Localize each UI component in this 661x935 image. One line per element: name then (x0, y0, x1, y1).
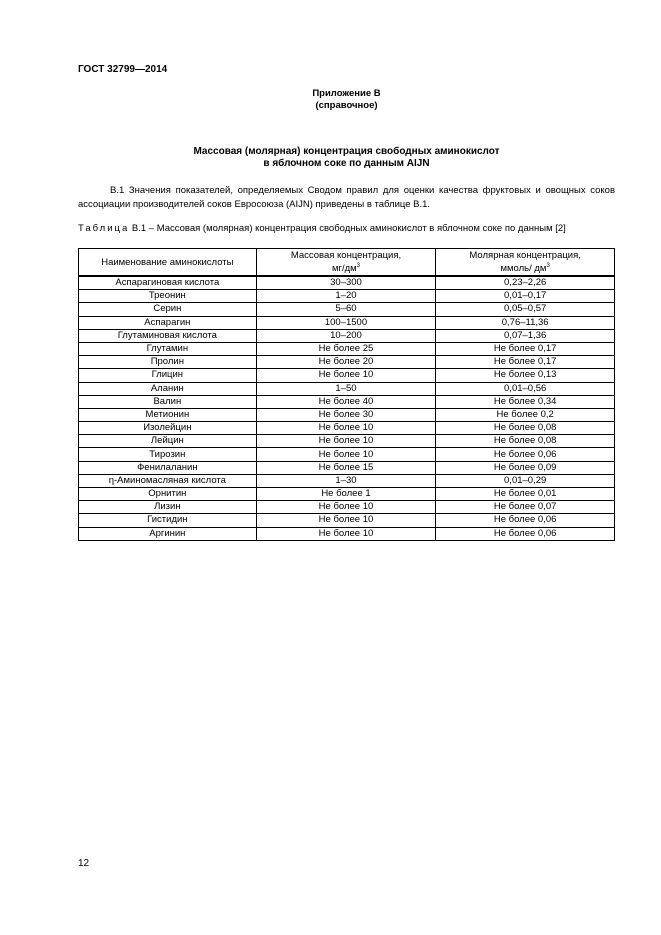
cell-mass-concentration: 30–300 (256, 276, 436, 290)
header-mass-label: Массовая концентрация, (290, 249, 402, 261)
cell-mass-concentration: 100–1500 (256, 316, 436, 329)
cell-molar-concentration: Не более 0,2 (436, 408, 615, 421)
cell-mass-concentration: 1–30 (256, 474, 436, 487)
cell-molar-concentration: 0,01–0,56 (436, 382, 615, 395)
cell-mass-concentration: Не более 15 (256, 461, 436, 474)
table-row (79, 435, 615, 448)
cell-molar-concentration: Не более 0,07 (436, 501, 615, 514)
cell-mass-concentration: Не более 10 (256, 448, 436, 461)
cell-mass-concentration: Не более 10 (256, 501, 436, 514)
header-mass (256, 249, 436, 277)
table-row (79, 408, 615, 421)
table-row (79, 527, 615, 540)
cell-molar-concentration: 0,01–0,29 (436, 474, 615, 487)
cell-mass-concentration: Не более 1 (256, 488, 436, 501)
cell-mass-concentration: Не более 10 (256, 422, 436, 435)
cell-mass-concentration: Не более 25 (256, 342, 436, 355)
cell-molar-concentration: Не более 0,01 (436, 488, 615, 501)
cell-molar-concentration: 0,01–0,17 (436, 290, 615, 303)
cell-molar-concentration: 0,05–0,57 (436, 303, 615, 316)
cell-mass-concentration: Не более 10 (256, 527, 436, 540)
cell-mass-concentration: Не более 30 (256, 408, 436, 421)
cell-mass-concentration: Не более 10 (256, 369, 436, 382)
cell-amino-acid: Глутамин (79, 342, 257, 355)
table-row (79, 501, 615, 514)
annex-type: (справочное) (315, 100, 378, 111)
table-row (79, 290, 615, 303)
table-row (79, 316, 615, 329)
cell-amino-acid: Валин (79, 395, 257, 408)
cell-amino-acid: Гистидин (79, 514, 257, 527)
cell-molar-concentration: Не более 0,06 (436, 514, 615, 527)
cell-amino-acid: Аспарагиновая кислота (79, 276, 257, 290)
cell-molar-concentration: Не более 0,06 (436, 527, 615, 540)
cell-molar-concentration: 0,76–11,36 (436, 316, 615, 329)
table-caption-label: Таблица (78, 223, 130, 234)
table-row (79, 448, 615, 461)
cell-mass-concentration: Не более 40 (256, 395, 436, 408)
cell-amino-acid: Глутаминовая кислота (79, 329, 257, 342)
cell-molar-concentration: 0,23–2,26 (436, 276, 615, 290)
cell-amino-acid: Аланин (79, 382, 257, 395)
cell-mass-concentration: Не более 20 (256, 356, 436, 369)
cell-amino-acid: Изолейцин (79, 422, 257, 435)
header-molar-label: Молярная концентрация, (469, 249, 581, 261)
table-caption (78, 223, 615, 234)
table-row (79, 276, 615, 290)
table-row (79, 461, 615, 474)
cell-amino-acid: Аспарагин (79, 316, 257, 329)
cell-molar-concentration: Не более 0,09 (436, 461, 615, 474)
table-row (79, 369, 615, 382)
intro-paragraph: В.1 Значения показателей, определяемых Сводом правил для оценки качества фруктовых и овощных соков ассоциации производителей соков Евросоюза (AIJN) приведены в таблице В.1. (78, 185, 615, 210)
document-id: ГОСТ 32799—2014 (78, 64, 168, 75)
table-row (79, 395, 615, 408)
cell-molar-concentration: Не более 0,08 (436, 435, 615, 448)
amino-acid-table (78, 248, 615, 541)
table-row (79, 342, 615, 355)
cell-amino-acid: Треонин (79, 290, 257, 303)
table-row (79, 514, 615, 527)
table-row (79, 488, 615, 501)
section-title-line1: Массовая (молярная) концентрация свободных аминокислот (193, 146, 500, 157)
cell-molar-concentration: Не более 0,34 (436, 395, 615, 408)
annex-title: Приложение В (312, 88, 381, 99)
cell-amino-acid: Тирозин (79, 448, 257, 461)
cell-molar-concentration: Не более 0,17 (436, 356, 615, 369)
cell-mass-concentration: 5–60 (256, 303, 436, 316)
cell-mass-concentration: Не более 10 (256, 514, 436, 527)
header-molar (436, 249, 615, 277)
cell-amino-acid: Метионин (79, 408, 257, 421)
cell-amino-acid: Лизин (79, 501, 257, 514)
table-row (79, 474, 615, 487)
section-title (78, 146, 615, 170)
table-header-row (79, 249, 615, 277)
table-caption-text: В.1 – Массовая (молярная) концентрация свободных аминокислот в яблочном соке по данным [2] (129, 223, 566, 234)
cell-amino-acid: Серин (79, 303, 257, 316)
table-row (79, 422, 615, 435)
cell-molar-concentration: Не более 0,13 (436, 369, 615, 382)
cell-molar-concentration: Не более 0,06 (436, 448, 615, 461)
cell-amino-acid: Орнитин (79, 488, 257, 501)
cell-amino-acid: Аргинин (79, 527, 257, 540)
table-row (79, 329, 615, 342)
cell-amino-acid: Глицин (79, 369, 257, 382)
page-number: 12 (78, 858, 90, 869)
header-molar-exp: 3 (546, 262, 550, 269)
table-row (79, 356, 615, 369)
cell-mass-concentration: Не более 10 (256, 435, 436, 448)
cell-amino-acid: Пролин (79, 356, 257, 369)
cell-amino-acid: Лейцин (79, 435, 257, 448)
table-row (79, 382, 615, 395)
header-mass-exp: 3 (356, 262, 361, 269)
header-molar-unit: ммоль/ дм (500, 263, 547, 275)
table-row (79, 303, 615, 316)
cell-molar-concentration: 0,07–1,36 (436, 329, 615, 342)
header-mass-unit: мг/дм (331, 263, 357, 275)
cell-amino-acid: Фенилаланин (79, 461, 257, 474)
header-name: Наименование аминокислоты (79, 249, 257, 277)
cell-mass-concentration: 10–200 (256, 329, 436, 342)
section-title-line2: в яблочном соке по данным AIJN (263, 158, 430, 169)
cell-molar-concentration: Не более 0,17 (436, 342, 615, 355)
cell-mass-concentration: 1–20 (256, 290, 436, 303)
cell-molar-concentration: Не более 0,08 (436, 422, 615, 435)
cell-amino-acid: η-Аминомасляная кислота (79, 474, 257, 487)
cell-mass-concentration: 1–50 (256, 382, 436, 395)
annex-heading (78, 88, 615, 112)
